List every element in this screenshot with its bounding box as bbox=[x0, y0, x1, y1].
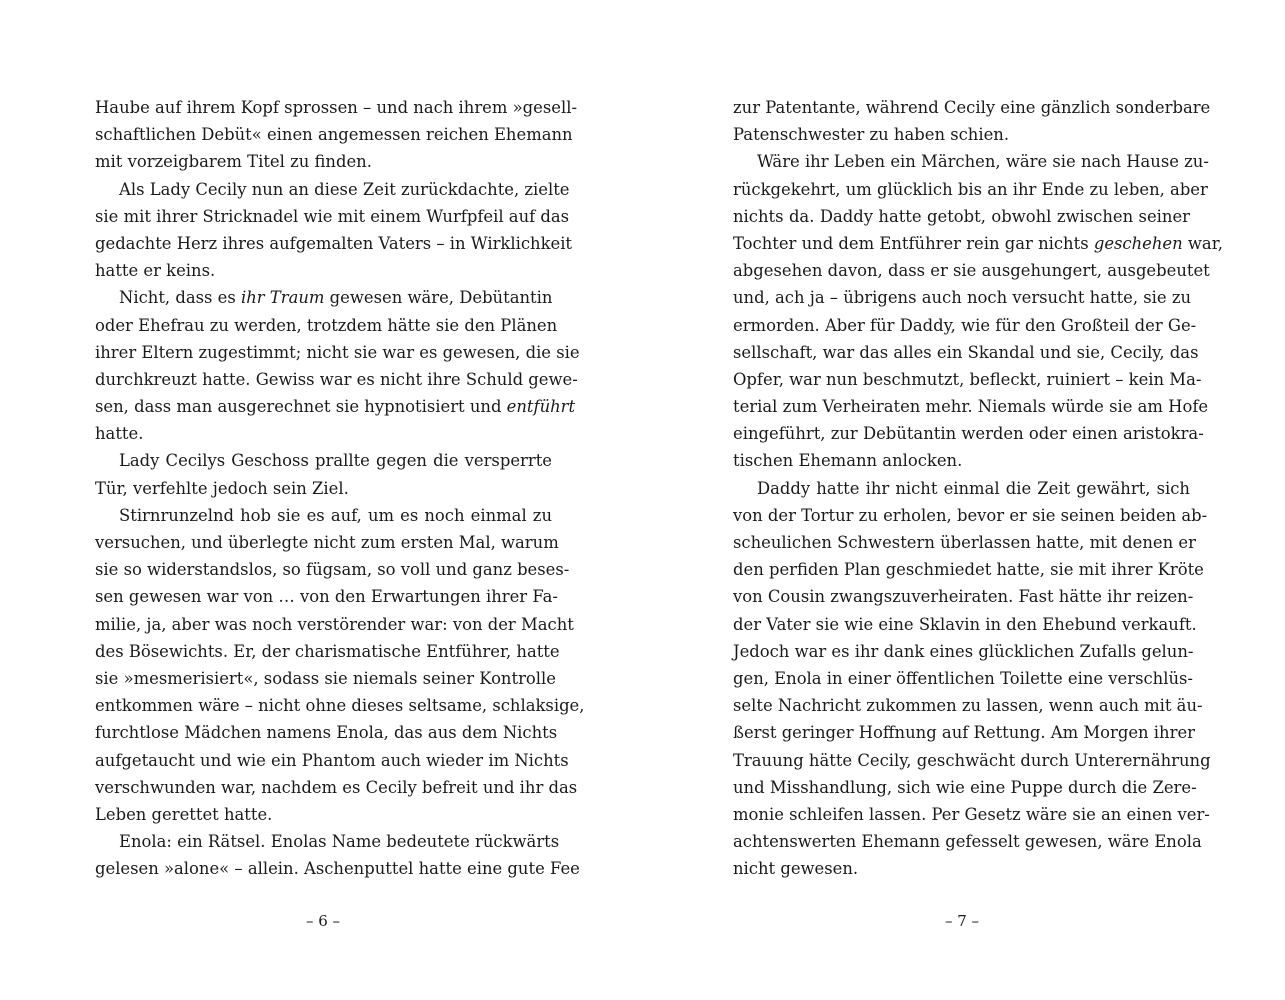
text-line: hatte. bbox=[95, 424, 144, 444]
text-line: sellschaft, war das alles ein Skandal und sie, Cecily, das bbox=[733, 342, 1199, 362]
text-line: hatte er keins. bbox=[95, 261, 216, 281]
text-line: versuchen, und überlegte nicht zum ersten Mal, warum bbox=[95, 533, 559, 552]
text-line: Jedoch war es ihr dank eines glücklichen Zufalls gelun- bbox=[733, 641, 1194, 661]
text-line: Stirnrunzelnd hob sie es auf, um es noch einmal zu bbox=[119, 505, 552, 525]
text-line: Opfer, war nun beschmutzt, befleckt, ruiniert – kein Ma- bbox=[733, 369, 1202, 389]
text-line: durchkreuzt hatte. Gewiss war es nicht ihre Schuld gewe- bbox=[95, 369, 578, 389]
text-line: ßerst geringer Hoffnung auf Rettung. Am Morgen ihrer bbox=[733, 723, 1195, 743]
text-line: ermorden. Aber für Daddy, wie für den Großteil der Ge- bbox=[733, 315, 1197, 335]
text-line: sie mit ihrer Stricknadel wie mit einem Wurfpfeil auf das bbox=[95, 206, 570, 226]
text-line: schaftlichen Debüt« einen angemessen reichen Ehemann bbox=[95, 125, 573, 145]
text-line: Leben gerettet hatte. bbox=[95, 804, 273, 824]
text-line: und, ach ja – übrigens auch noch versucht hatte, sie zu bbox=[733, 288, 1192, 308]
text-segment: Tochter und dem Entführer rein gar nichts bbox=[733, 233, 1089, 253]
text-line: Als Lady Cecily nun an diese Zeit zurückdachte, zielte bbox=[119, 179, 570, 199]
text-line: sie so widerstandslos, so fügsam, so voll und ganz beses- bbox=[95, 560, 570, 580]
text-line: milie, ja, aber was noch verstörender war: von der Macht bbox=[95, 614, 574, 634]
text-line: gedachte Herz ihres aufgemalten Vaters – in Wirklichkeit bbox=[95, 233, 573, 253]
text-line: monie schleifen lassen. Per Gesetz wäre sie an einen ver- bbox=[733, 804, 1210, 824]
text-line: aufgetaucht und wie ein Phantom auch wieder im Nichts bbox=[95, 750, 569, 770]
text-line: abgesehen davon, dass er sie ausgehungert, ausgebeutet bbox=[733, 261, 1210, 281]
text-line: Patenschwester zu haben schien. bbox=[733, 125, 1010, 145]
text-line: selte Nachricht zukommen zu lassen, wenn auch mit äu- bbox=[733, 696, 1203, 716]
emphasis-text: geschehen bbox=[1093, 233, 1183, 253]
text-line: oder Ehefrau zu werden, trotzdem hätte sie den Plänen bbox=[95, 315, 558, 335]
text-line: nichts da. Daddy hatte getobt, obwohl zwischen seiner bbox=[733, 206, 1190, 226]
text-line: von der Tortur zu erholen, bevor er sie seinen beiden ab- bbox=[733, 505, 1208, 525]
text-line: zur Patentante, während Cecily eine gänzlich sonderbare bbox=[733, 98, 1211, 117]
text-line: mit vorzeigbarem Titel zu finden. bbox=[95, 152, 372, 172]
text-line: tischen Ehemann anlocken. bbox=[733, 451, 963, 471]
text-line: achtenswerten Ehemann gefesselt gewesen, wäre Enola bbox=[733, 832, 1202, 852]
text-line: Trauung hätte Cecily, geschwächt durch Unterernährung bbox=[733, 750, 1211, 770]
text-line: nicht gewesen. bbox=[733, 859, 859, 879]
text-line: von Cousin zwangszuverheiraten. Fast hätte ihr reizen- bbox=[733, 587, 1194, 607]
text-line: Haube auf ihrem Kopf sprossen – und nach ihrem »gesell- bbox=[95, 98, 577, 117]
text-line: der Vater sie wie eine Sklavin in den Ehebund verkauft. bbox=[733, 614, 1197, 634]
text-segment: Nicht, dass es bbox=[119, 288, 236, 308]
text-line: Wäre ihr Leben ein Märchen, wäre sie nach Hause zu- bbox=[757, 152, 1209, 172]
text-line: rückgekehrt, um glücklich bis an ihr Ende zu leben, aber bbox=[733, 179, 1208, 199]
text-line: terial zum Verheiraten mehr. Niemals würde sie am Hofe bbox=[733, 397, 1209, 417]
text-line: und Misshandlung, sich wie eine Puppe durch die Zere- bbox=[733, 777, 1197, 797]
page-number: – 6 – bbox=[305, 912, 341, 930]
text-line: verschwunden war, nachdem es Cecily befreit und ihr das bbox=[95, 777, 578, 797]
emphasis-text: ihr Traum bbox=[240, 288, 325, 308]
text-line bbox=[95, 393, 576, 420]
text-line: entkommen wäre – nicht ohne dieses seltsame, schlaksige, bbox=[95, 696, 585, 716]
text-segment: gewesen wäre, Debütantin bbox=[329, 288, 553, 308]
right-page bbox=[733, 94, 1223, 882]
text-line: furchtlose Mädchen namens Enola, das aus dem Nichts bbox=[95, 723, 558, 743]
text-line: scheulichen Schwestern überlassen hatte, mit denen er bbox=[733, 533, 1196, 552]
text-line: gelesen »alone« – allein. Aschenputtel hatte eine gute Fee bbox=[95, 859, 580, 879]
text-line: ihrer Eltern zugestimmt; nicht sie war es gewesen, die sie bbox=[95, 342, 580, 362]
text-line: Tür, verfehlte jedoch sein Ziel. bbox=[95, 478, 349, 498]
page-number: – 7 – bbox=[944, 912, 980, 930]
text-segment: war, bbox=[1187, 233, 1223, 253]
emphasis-text: entführt bbox=[506, 397, 576, 417]
text-line: sie »mesmerisiert«, sodass sie niemals seiner Kontrolle bbox=[95, 668, 556, 688]
text-line: sen gewesen war von … von den Erwartungen ihrer Fa- bbox=[95, 587, 558, 607]
text-segment: sen, dass man ausgerechnet sie hypnotisiert und bbox=[95, 397, 502, 417]
text-line: eingeführt, zur Debütantin werden oder einen aristokra- bbox=[733, 424, 1204, 444]
text-line: den perfiden Plan geschmiedet hatte, sie mit ihrer Kröte bbox=[733, 560, 1204, 580]
text-line: gen, Enola in einer öffentlichen Toilette eine verschlüs- bbox=[733, 668, 1193, 688]
text-line: Lady Cecilys Geschoss prallte gegen die versperrte bbox=[119, 451, 552, 471]
text-line bbox=[95, 284, 552, 311]
text-line: Enola: ein Rätsel. Enolas Name bedeutete rückwärts bbox=[119, 832, 560, 852]
text-line: des Bösewichts. Er, der charismatische Entführer, hatte bbox=[95, 641, 560, 661]
left-page bbox=[95, 94, 585, 882]
text-line: Daddy hatte ihr nicht einmal die Zeit gewährt, sich bbox=[757, 478, 1190, 498]
text-line bbox=[733, 230, 1223, 257]
